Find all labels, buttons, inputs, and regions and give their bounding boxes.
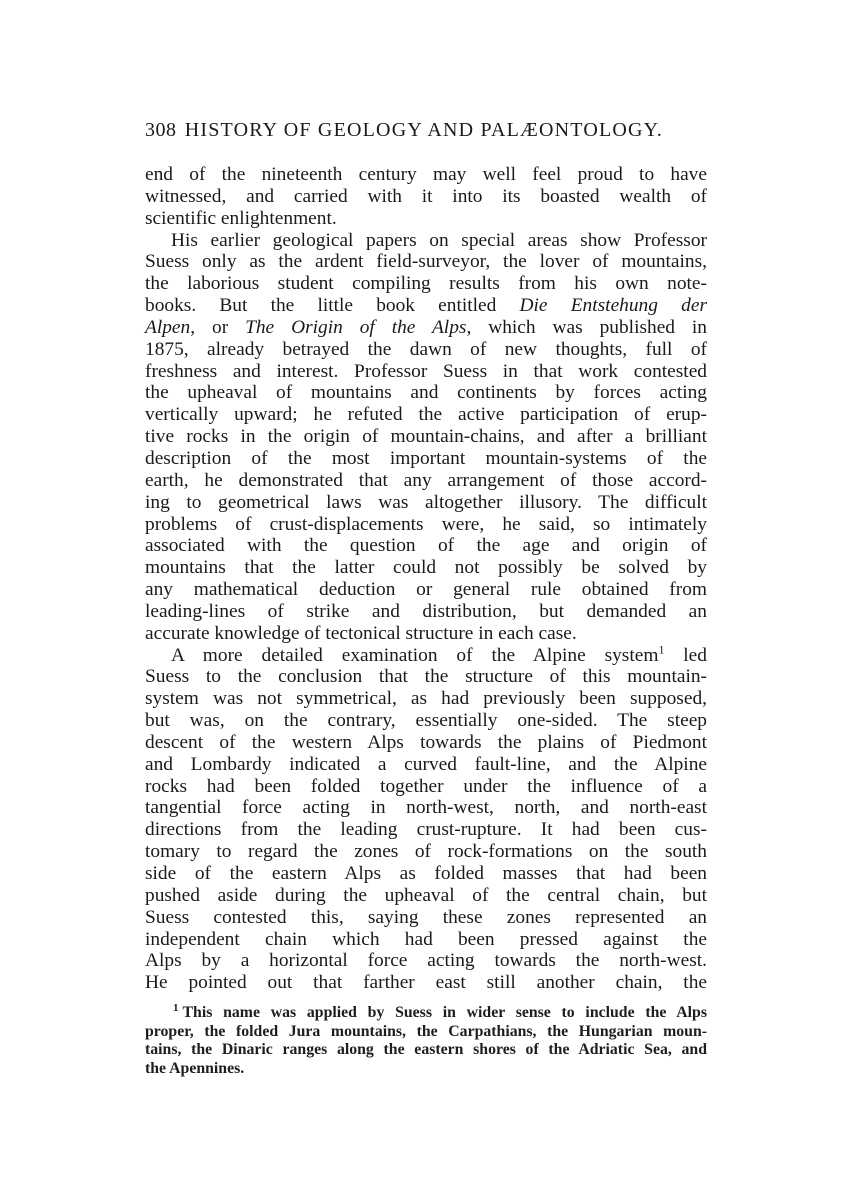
text-line: His earlier geological papers on special areas show Professor <box>171 229 707 251</box>
text-line: independent chain which had been pressed against the <box>145 928 707 950</box>
text-fragment: A more detailed examination of the Alpine system <box>171 644 659 666</box>
text-line: associated with the question of the age and origin of <box>145 535 707 557</box>
text-line: description of the most important mountain-systems of the <box>145 447 707 469</box>
text-line: tangential force acting in north-west, north, and north-east <box>145 797 707 819</box>
text-line: any mathematical deduction or general rule obtained from <box>145 579 707 601</box>
text-line: directions from the leading crust-rupture. It had been cus- <box>145 819 707 841</box>
text-line: vertically upward; he refuted the active participation of erup- <box>145 404 707 426</box>
text-fragment: , which was published in <box>466 316 707 338</box>
text-line <box>145 642 707 667</box>
text-line: side of the eastern Alps as folded masses that had been <box>145 863 707 884</box>
text-line: mountains that the latter could not possibly be solved by <box>145 557 707 579</box>
footnote-reference: 1 <box>658 642 665 657</box>
paragraph-continuation <box>145 164 707 230</box>
text-line: Suess contested this, saying these zones represented an <box>145 906 707 928</box>
running-head <box>145 118 707 142</box>
text-line: end of the nineteenth century may well feel proud to have <box>145 164 707 185</box>
footnote-line <box>145 1001 707 1023</box>
book-title-german: Die Entstehung der <box>519 295 707 317</box>
text-line: Suess only as the ardent field-surveyor, the lover of mountains, <box>145 251 707 273</box>
running-title: HISTORY OF GEOLOGY AND PALÆONTOLOGY. <box>184 119 663 141</box>
text-line: 1875, already betrayed the dawn of new thoughts, full of <box>145 338 707 360</box>
text-line: system was not symmetrical, as had previously been supposed, <box>145 688 707 710</box>
book-page <box>145 118 707 1078</box>
text-line: He pointed out that farther east still another chain, the <box>145 972 707 994</box>
footnote-line: the Apennines. <box>145 1059 245 1077</box>
text-line: tomary to regard the zones of rock-formations on the south <box>145 841 707 863</box>
text-line: rocks had been folded together under the influence of a <box>145 775 707 797</box>
text-line: freshness and interest. Professor Suess in that work contested <box>145 360 707 382</box>
footnote <box>145 1001 707 1078</box>
book-title-english: The Origin of the Alps <box>245 316 467 338</box>
text-line: the upheaval of mountains and continents by forces acting <box>145 382 707 404</box>
text-line: problems of crust-displacements were, he said, so intimately <box>145 513 707 535</box>
text-line: Alps by a horizontal force acting towards the north-west. <box>145 950 707 972</box>
text-line: ing to geometrical laws was altogether illusory. The difficult <box>145 491 707 513</box>
text-line: and Lombardy indicated a curved fault-line, and the Alpine <box>145 753 707 775</box>
paragraph-alpine-system <box>145 642 707 995</box>
text-line <box>145 295 707 317</box>
footnote-line: proper, the folded Jura mountains, the Carpathians, the Hungarian moun- <box>145 1022 707 1040</box>
footnote-line: tains, the Dinaric ranges along the eastern shores of the Adriatic Sea, and <box>145 1041 707 1059</box>
text-line: accurate knowledge of tectonical structure in each case. <box>145 622 577 644</box>
text-line: pushed aside during the upheaval of the central chain, but <box>145 884 707 906</box>
paragraph-suess-early-work <box>145 230 707 645</box>
book-title-german-end: Alpen <box>145 316 191 338</box>
text-line: the laborious student compiling results from his own note- <box>145 273 707 295</box>
text-fragment: led <box>664 644 707 666</box>
text-line: witnessed, and carried with it into its boasted wealth of <box>145 185 707 207</box>
text-line: scientific enlightenment. <box>145 207 337 229</box>
text-line: tive rocks in the origin of mountain-chains, and after a brilliant <box>145 426 707 448</box>
text-line: Suess to the conclusion that the structure of this mountain- <box>145 666 707 688</box>
footnote-text: This name was applied by Suess in wider sense to include the Alps <box>182 1004 707 1022</box>
page-number: 308 <box>145 119 177 141</box>
text-fragment: , or <box>190 316 246 338</box>
footnote-mark: 1 <box>173 1001 179 1014</box>
text-line: leading-lines of strike and distribution, but demanded an <box>145 600 707 622</box>
text-line <box>145 317 707 339</box>
text-line: earth, he demonstrated that any arrangement of those accord- <box>145 469 707 491</box>
text-line: but was, on the contrary, essentially one-sided. The steep <box>145 710 707 732</box>
text-line: descent of the western Alps towards the plains of Piedmont <box>145 731 707 753</box>
text-fragment: books. But the little book entitled <box>145 295 520 317</box>
